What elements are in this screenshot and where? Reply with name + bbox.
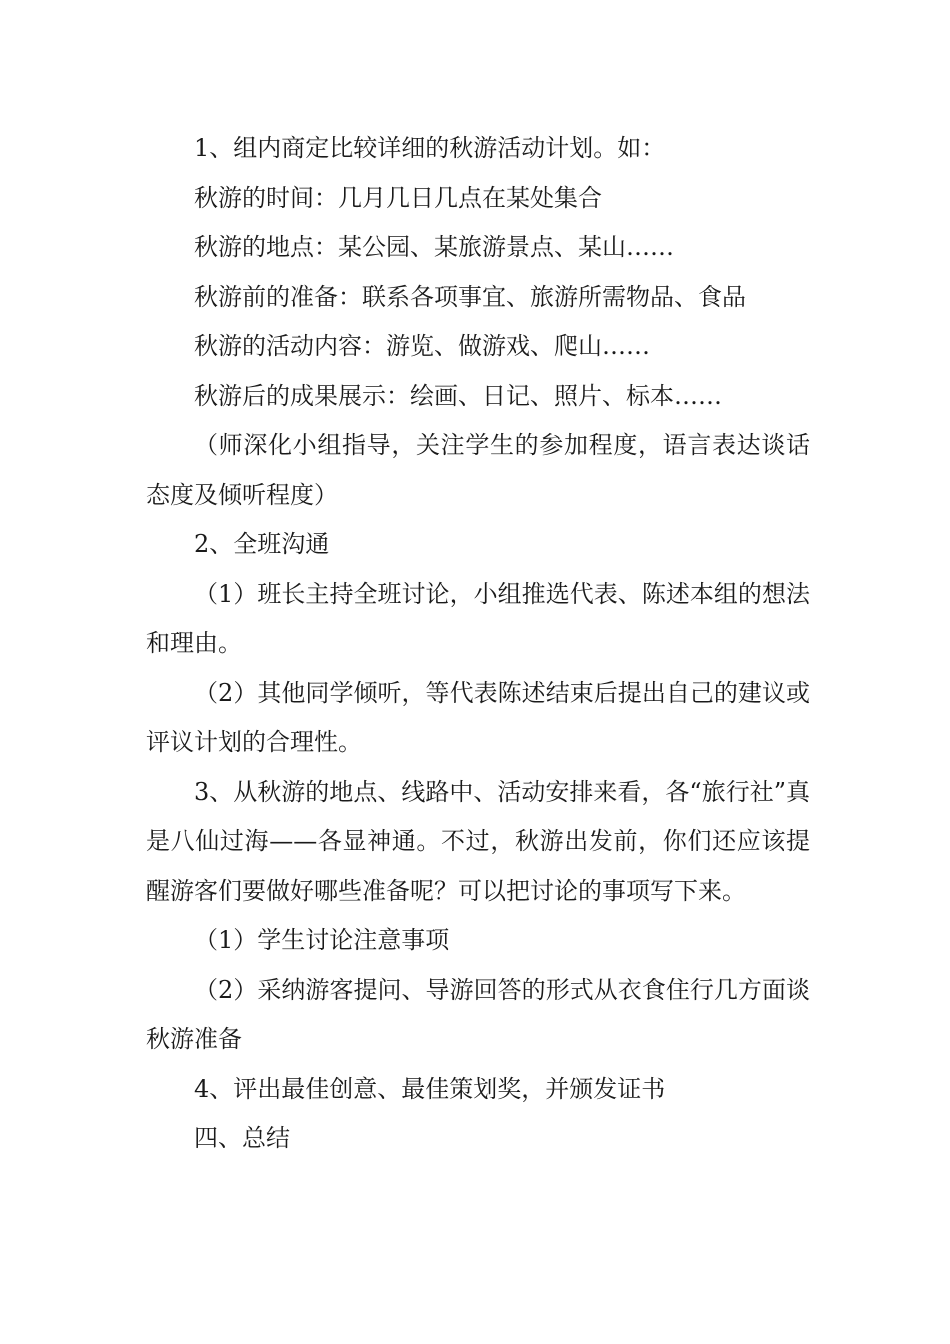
paragraph-step-3-1: （1）学生讨论注意事项: [194, 926, 450, 954]
paragraph-step-2: 2、全班沟通: [194, 530, 330, 558]
paragraph-time: 秋游的时间：几月几日几点在某处集合: [194, 183, 602, 212]
paragraph-step-4: 4、评出最佳创意、最佳策划奖，并颁发证书: [194, 1074, 666, 1103]
paragraph-location: 秋游的地点：某公园、某旅游景点、某山……: [194, 233, 674, 261]
paragraph-step-2-1: （1）班长主持全班讨论，小组推选代表、陈述本组的想法和理由。: [146, 579, 810, 657]
paragraph-step-3-2: （2）采纳游客提问、导游回答的形式从衣食住行几方面谈秋游准备: [146, 975, 810, 1053]
paragraph-step-1: 1、组内商定比较详细的秋游活动计划。如：: [194, 134, 666, 162]
section-heading-summary: 四、总结: [194, 1124, 290, 1152]
paragraph-preparation: 秋游前的准备：联系各项事宜、旅游所需物品、食品: [194, 282, 746, 311]
paragraph-teacher-note: （师深化小组指导，关注学生的参加程度，语言表达谈话态度及倾听程度）: [146, 431, 810, 509]
paragraph-step-2-2: （2）其他同学倾听，等代表陈述结束后提出自己的建议或评议计划的合理性。: [146, 678, 810, 756]
document-body: [146, 124, 810, 1164]
paragraph-step-3: 3、从秋游的地点、线路中、活动安排来看，各“旅行社”真是八仙过海——各显神通。不过，秋游出发前，你们还应该提醒游客们要做好哪些准备呢？可以把讨论的事项写下来。: [146, 777, 810, 905]
paragraph-activities: 秋游的活动内容：游览、做游戏、爬山……: [194, 332, 650, 360]
paragraph-results: 秋游后的成果展示：绘画、日记、照片、标本……: [194, 381, 722, 410]
